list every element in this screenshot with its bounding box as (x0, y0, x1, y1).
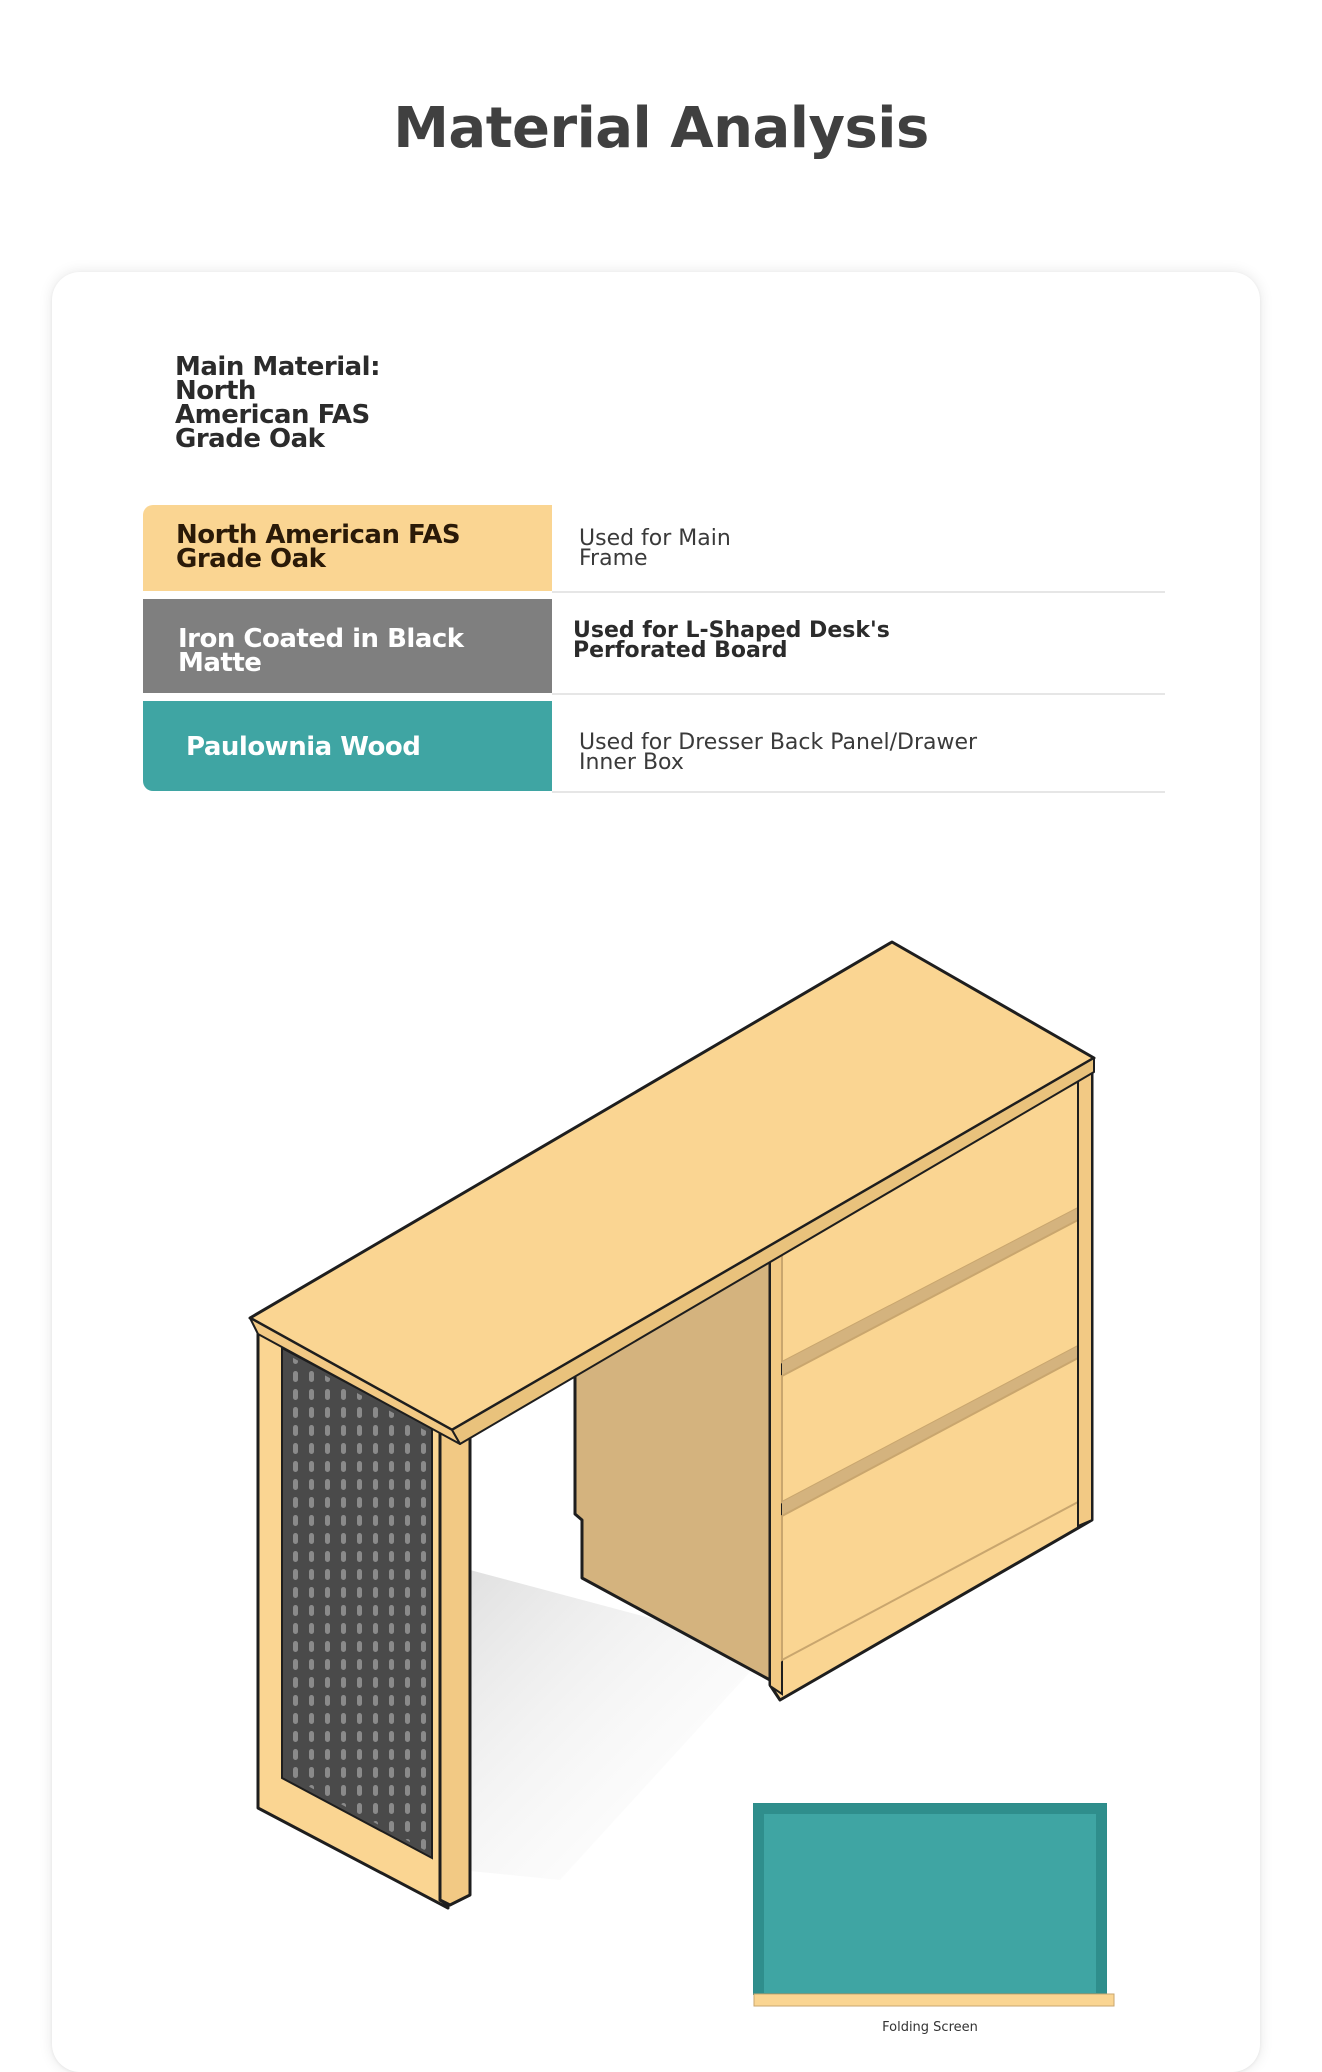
material-usage: Used for Main Frame (579, 526, 731, 571)
page-title: Material Analysis (393, 96, 929, 161)
material-swatch-iron (143, 599, 552, 693)
material-row-oak (143, 505, 1165, 591)
material-row-iron (143, 599, 1165, 693)
row-divider (552, 791, 1165, 793)
folding-screen-caption: Folding Screen (882, 2020, 978, 2035)
material-name: Iron Coated in Black Matte (178, 624, 464, 678)
material-name: North American FAS Grade Oak (176, 520, 461, 574)
material-usage: Used for Dresser Back Panel/Drawer Inner Box (579, 730, 978, 775)
material-name: Paulownia Wood (186, 732, 421, 762)
material-usage: Used for L-Shaped Desk's Perforated Board (573, 618, 890, 663)
row-divider (552, 693, 1165, 695)
material-swatch-paulownia (143, 701, 552, 791)
material-swatch-oak (143, 505, 552, 591)
row-divider (552, 591, 1165, 593)
main-material-label: Main Material: North American FAS Grade Oak (175, 352, 380, 454)
material-row-paulownia (143, 701, 1165, 791)
